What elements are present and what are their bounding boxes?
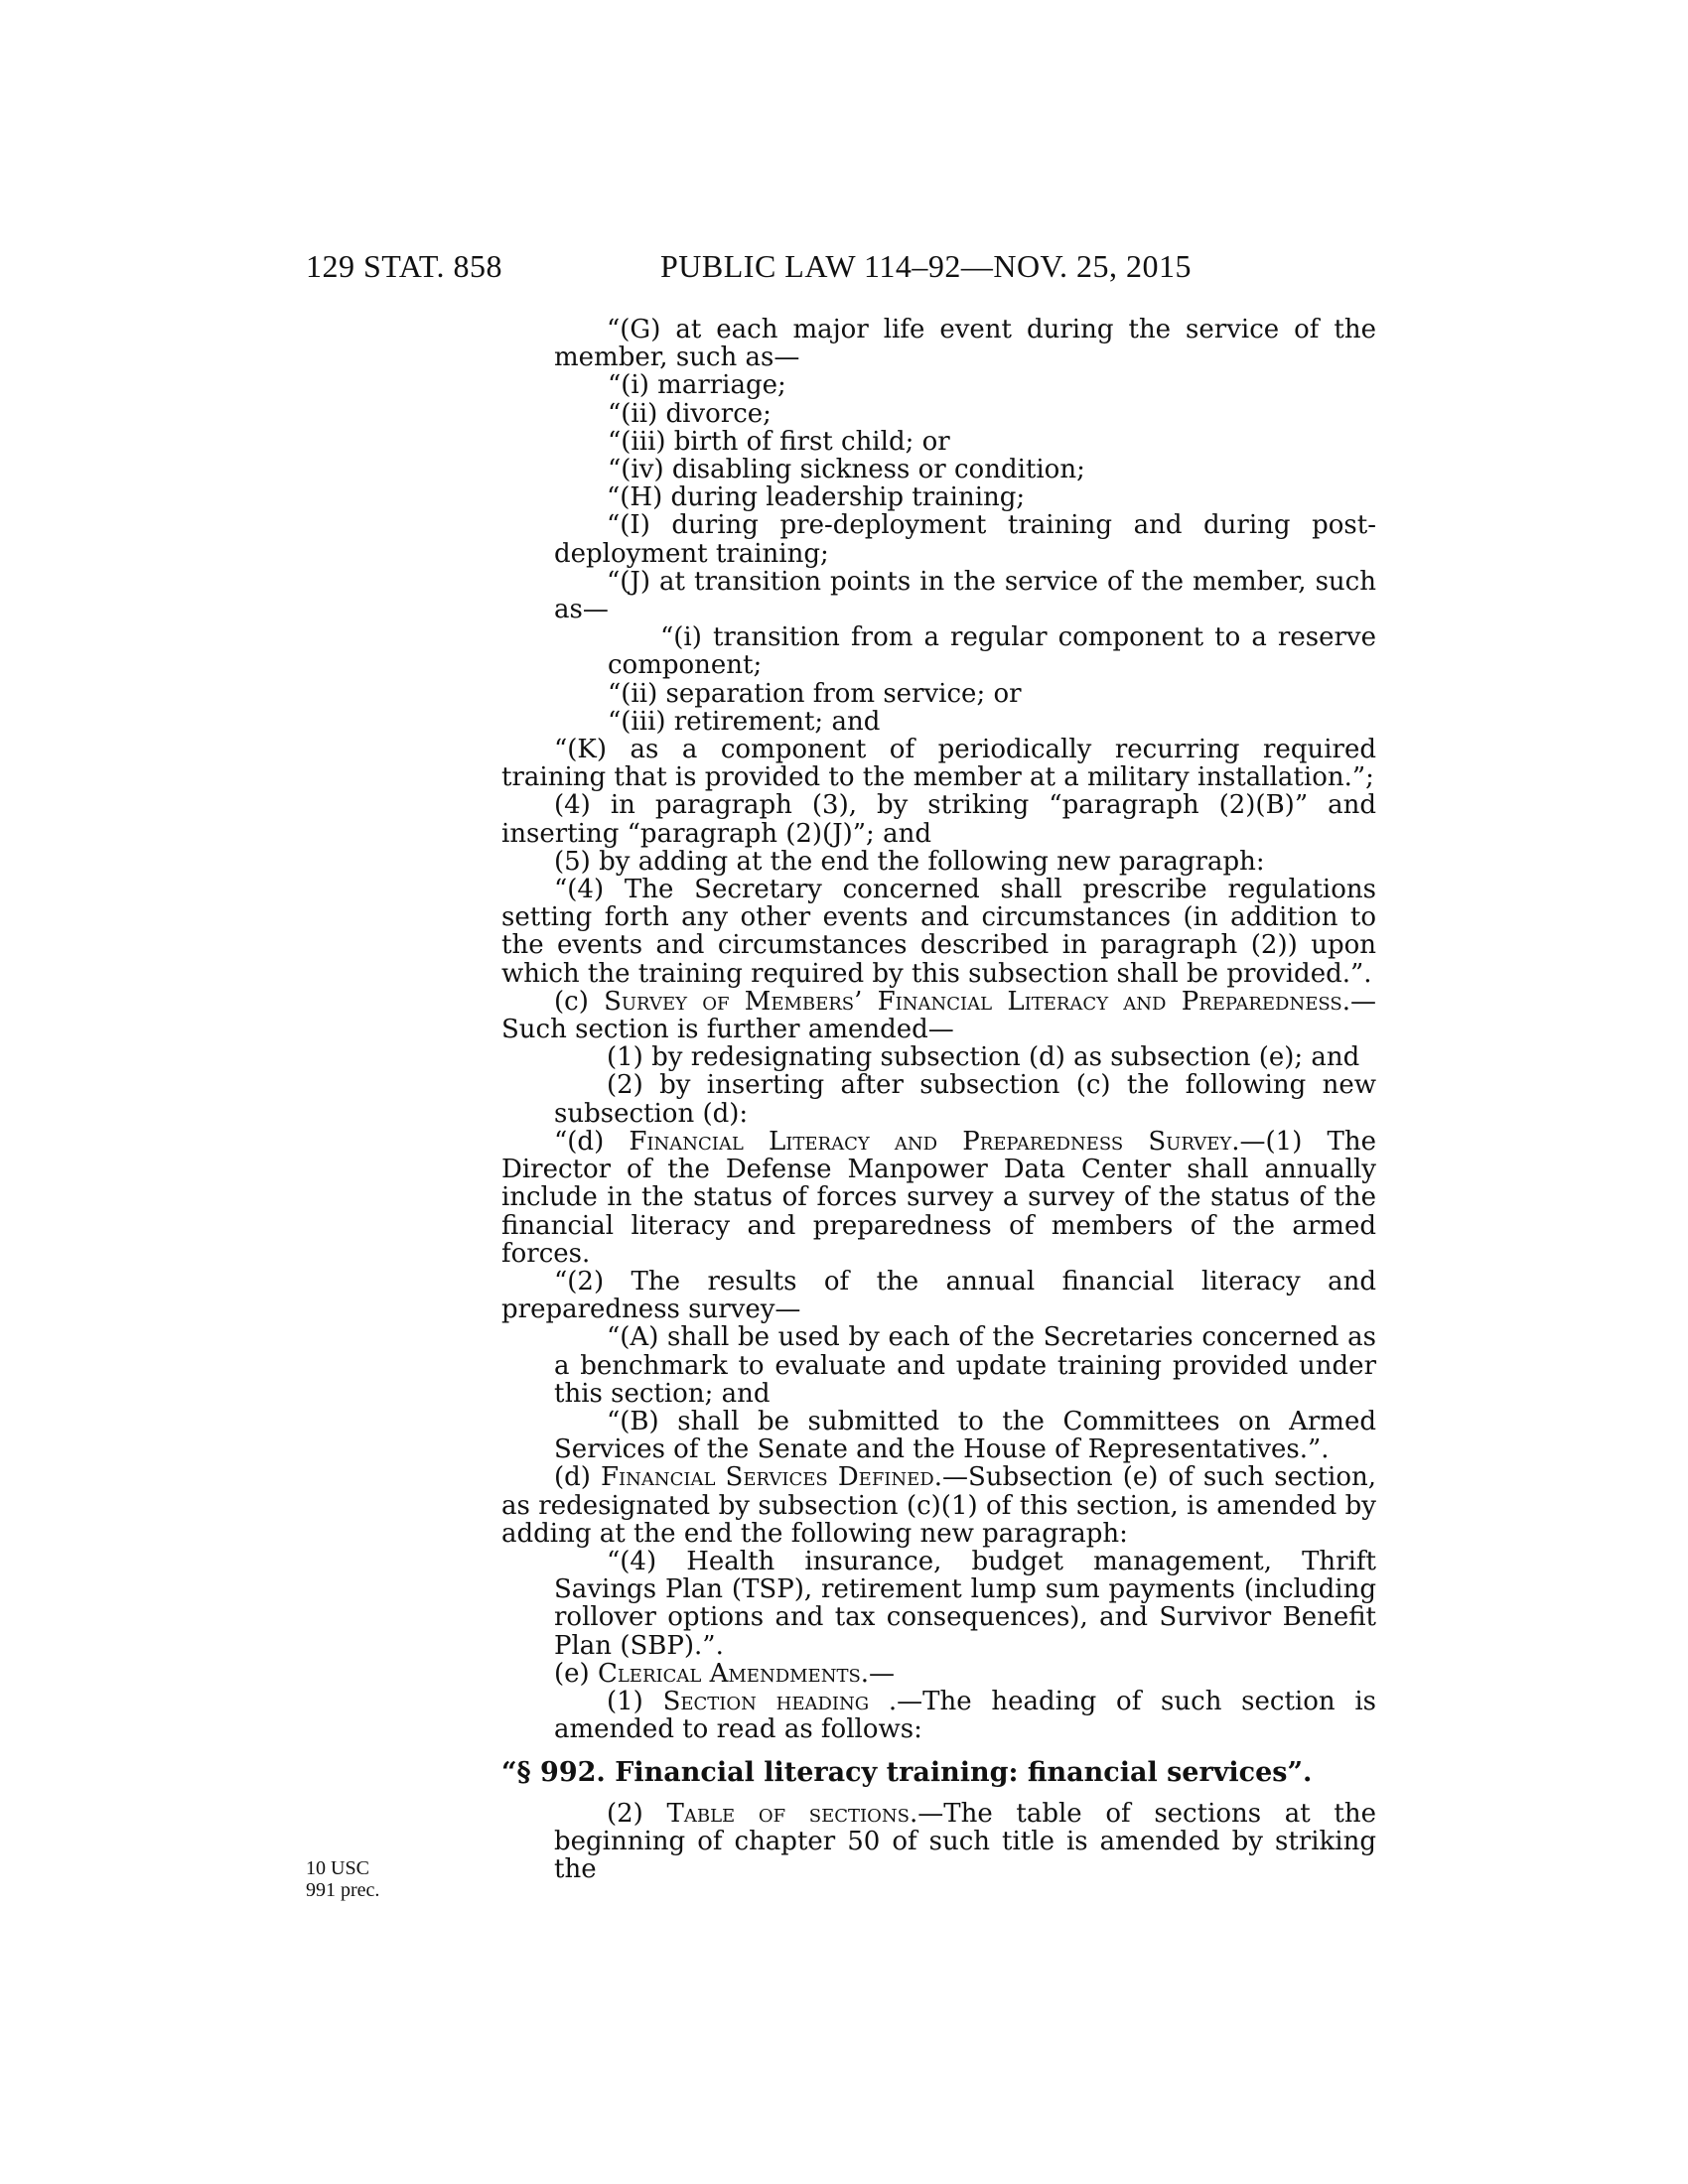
page-statute-number: 129 STAT. 858 bbox=[306, 248, 503, 284]
subsection-c-2: (2) by inserting after subsection (c) the following new subsection (d): bbox=[554, 1070, 1376, 1129]
new-paragraph-4: “(4) The Secretary concerned shall prescribe regulations setting forth any other events and circumstances (in addition to the events and circumstances described in paragraph (2)) upon which the training required by this subsection shall be provided.”. bbox=[501, 875, 1376, 989]
survey-subparagraph-A: “(A) shall be used by each of the Secretaries concerned as a benchmark to evaluate and update training provided under this section; and bbox=[554, 1322, 1376, 1409]
survey-heading: Financial Literacy and Preparedness Survey. bbox=[629, 1126, 1240, 1157]
running-header: PUBLIC LAW 114–92—NOV. 25, 2015 bbox=[660, 248, 1193, 284]
subsection-d: (d) Financial Services Defined.—Subsection (e) of such section, as redesignated by subsection (c)(1) of this section, is amended by adding at the end the following new paragraph: bbox=[501, 1462, 1376, 1549]
clause-iv-sickness: “(iv) disabling sickness or condition; bbox=[608, 455, 1085, 485]
subsection-c: (c) Survey of Members’ Financial Literacy and Preparedness.—Such section is further amended— bbox=[501, 986, 1376, 1045]
paragraph-G: “(G) at each major life event during the service of the member, such as— bbox=[554, 315, 1376, 373]
clause-iii-retirement: “(iii) retirement; and bbox=[608, 706, 881, 737]
paragraph-K: “(K) as a component of periodically recurring required training that is provided to the member at a military installation.”; bbox=[501, 735, 1376, 793]
paragraph-H: “(H) during leadership training; bbox=[607, 482, 1026, 513]
margin-citation bbox=[306, 1857, 379, 1901]
subsection-c-1: (1) by redesignating subsection (d) as subsection (e); and bbox=[607, 1042, 1360, 1073]
clause-i-marriage: “(i) marriage; bbox=[608, 370, 786, 401]
section-992-heading: “§ 992. Financial literacy training: financial services”. bbox=[501, 1757, 1313, 1789]
section-heading-amendment: (1) Section heading .—The heading of such section is amended to read as follows: bbox=[554, 1686, 1377, 1745]
clause-ii-separation: “(ii) separation from service; or bbox=[608, 678, 1022, 709]
survey-subparagraph-B: “(B) shall be submitted to the Committees on Armed Services of the Senate and the House of Representatives.”. bbox=[554, 1406, 1376, 1465]
clause-iii-birth: “(iii) birth of first child; or bbox=[608, 426, 950, 457]
subsection-c-heading: Survey of Members’ Financial Literacy and Preparedness. bbox=[604, 986, 1350, 1017]
paragraph-J: “(J) at transition points in the service of the member, such as— bbox=[554, 566, 1376, 625]
section-heading-label: Section heading bbox=[662, 1686, 870, 1716]
subsection-e: (e) Clerical Amendments.— bbox=[554, 1658, 896, 1689]
table-of-sections-amendment: (2) Table of sections.—The table of sections at the beginning of chapter 50 of such title is amended by striking the bbox=[554, 1798, 1377, 1884]
table-of-sections-label: Table of sections. bbox=[666, 1798, 918, 1829]
amendment-4: (4) in paragraph (3), by striking “paragraph (2)(B)” and inserting “paragraph (2)(J)”; and bbox=[501, 790, 1376, 849]
financial-services-paragraph-4: “(4) Health insurance, budget management, Thrift Savings Plan (TSP), retirement lump sum payments (including rollover options and tax consequences), and Survivor Benefit Plan (SBP).”. bbox=[554, 1546, 1376, 1661]
survey-paragraph-2: “(2) The results of the annual financial literacy and preparedness survey— bbox=[501, 1266, 1376, 1325]
clause-i-transition: “(i) transition from a regular component to a reserve component; bbox=[608, 622, 1376, 681]
document-body bbox=[501, 316, 1376, 1883]
subsection-d-survey: “(d) Financial Literacy and Preparedness Survey.—(1) The Director of the Defense Manpower Data Center shall annually include in the status of forces survey a survey of the status of the financial literacy and preparedness of members of the armed forces. bbox=[501, 1126, 1376, 1269]
amendment-5: (5) by adding at the end the following new paragraph: bbox=[554, 846, 1265, 877]
margin-citation-line2: 991 prec. bbox=[306, 1879, 380, 1901]
subsection-e-heading: Clerical Amendments. bbox=[597, 1658, 870, 1689]
subsection-d-heading: Financial Services Defined. bbox=[601, 1462, 943, 1493]
margin-citation-line1: 10 USC bbox=[306, 1857, 369, 1879]
clause-ii-divorce: “(ii) divorce; bbox=[608, 398, 772, 429]
paragraph-I: “(I) during pre-deployment training and during post-deployment training; bbox=[554, 510, 1376, 569]
